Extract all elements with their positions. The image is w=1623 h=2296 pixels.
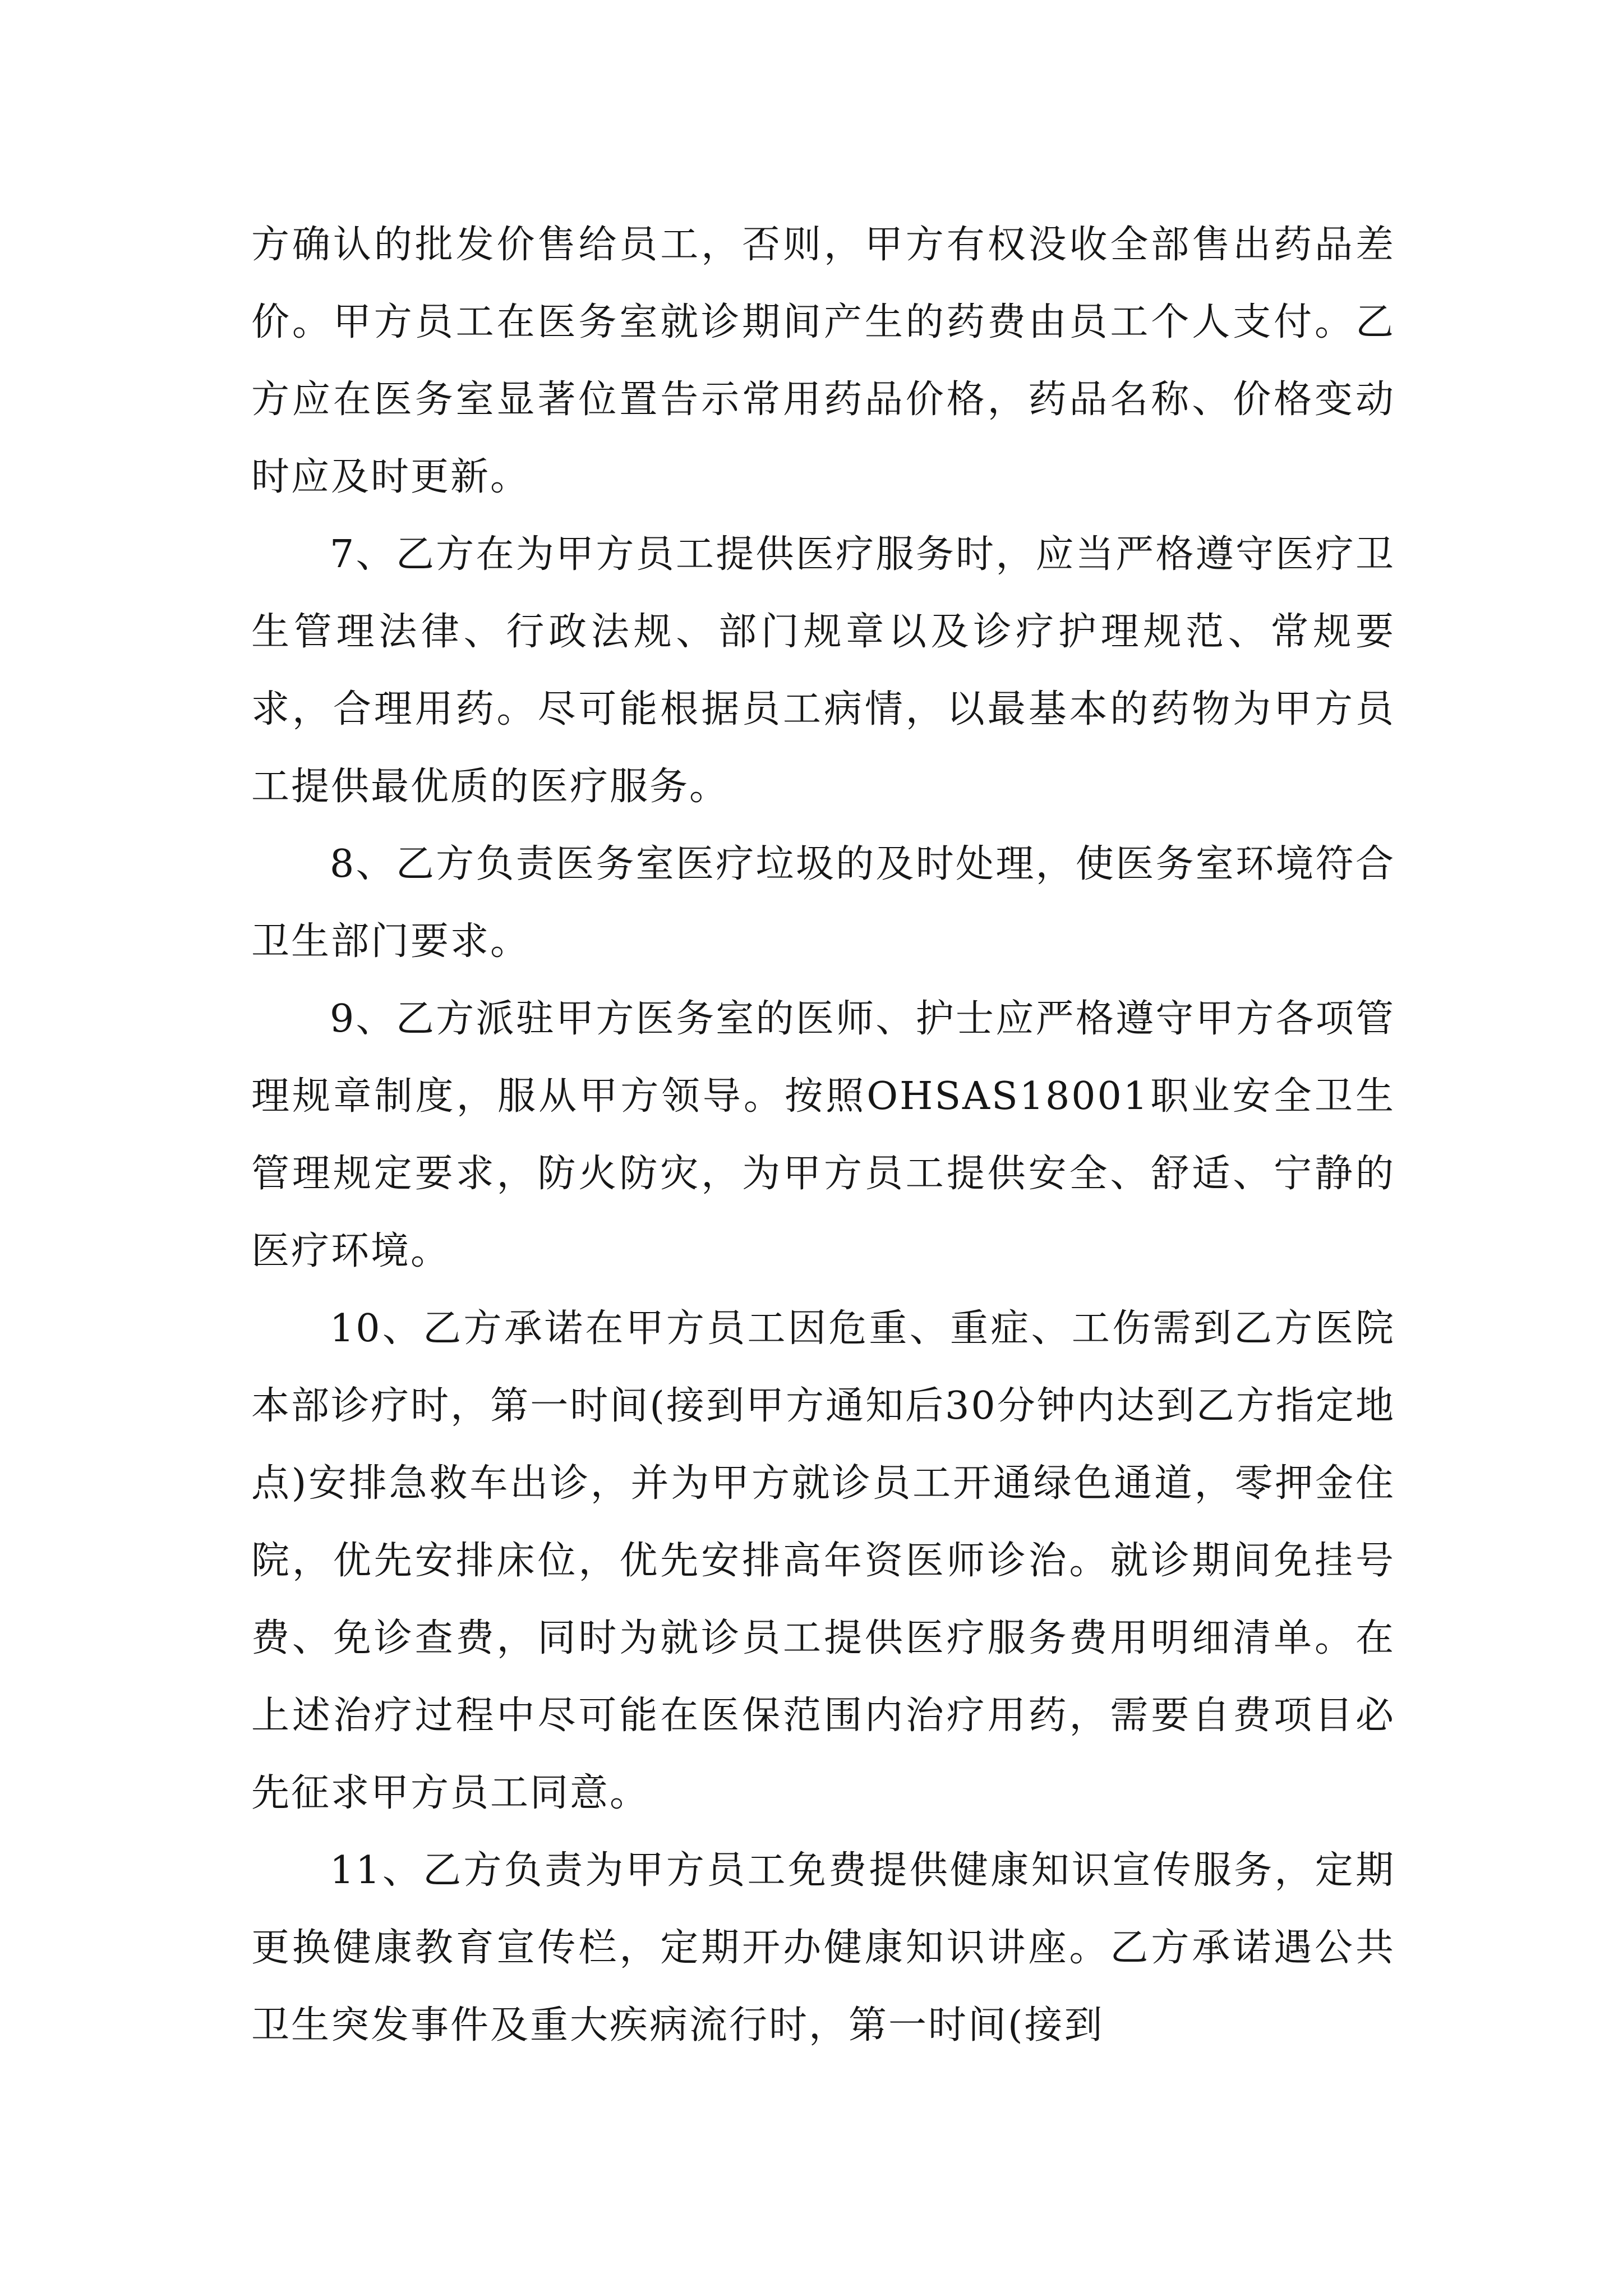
paragraph-item-8: 8、乙方负责医务室医疗垃圾的及时处理，使医务室环境符合卫生部门要求。 (251, 842, 1395, 964)
paragraph-continued: 方确认的批发价售给员工，否则，甲方有权没收全部售出药品差价。甲方员工在医务室就诊期间产生的药费由员工个人支付。乙方应在医务室显著位置告示常用药品价格，药品名称、价格变动时应及时更新。 (251, 223, 1395, 499)
paragraph-item-9: 9、乙方派驻甲方医务室的医师、护士应严格遵守甲方各项管理规章制度，服从甲方领导。按照OHSAS18001职业安全卫生管理规定要求，防火防灾，为甲方员工提供安全、舒适、宁静的医疗环境。 (251, 997, 1395, 1273)
paragraph-item-10: 10、乙方承诺在甲方员工因危重、重症、工伤需到乙方医院本部诊疗时，第一时间(接到甲方通知后30分钟内达到乙方指定地点)安排急救车出诊，并为甲方就诊员工开通绿色通道，零押金住院，优先安排床位，优先安排高年资医师诊治。就诊期间免挂号费、免诊查费，同时为就诊员工提供医疗服务费用明细清单。在上述治疗过程中尽可能在医保范围内治疗用药，需要自费项目必先征求甲方员工同意。 (251, 1306, 1395, 1815)
paragraph-item-11: 11、乙方负责为甲方员工免费提供健康知识宣传服务，定期更换健康教育宣传栏，定期开办健康知识讲座。乙方承诺遇公共卫生突发事件及重大疾病流行时，第一时间(接到 (251, 1848, 1395, 2047)
document-body (251, 206, 1395, 2064)
paragraph-item-7: 7、乙方在为甲方员工提供医疗服务时，应当严格遵守医疗卫生管理法律、行政法规、部门规章以及诊疗护理规范、常规要求，合理用药。尽可能根据员工病情，以最基本的药物为甲方员工提供最优质的医疗服务。 (251, 532, 1395, 809)
